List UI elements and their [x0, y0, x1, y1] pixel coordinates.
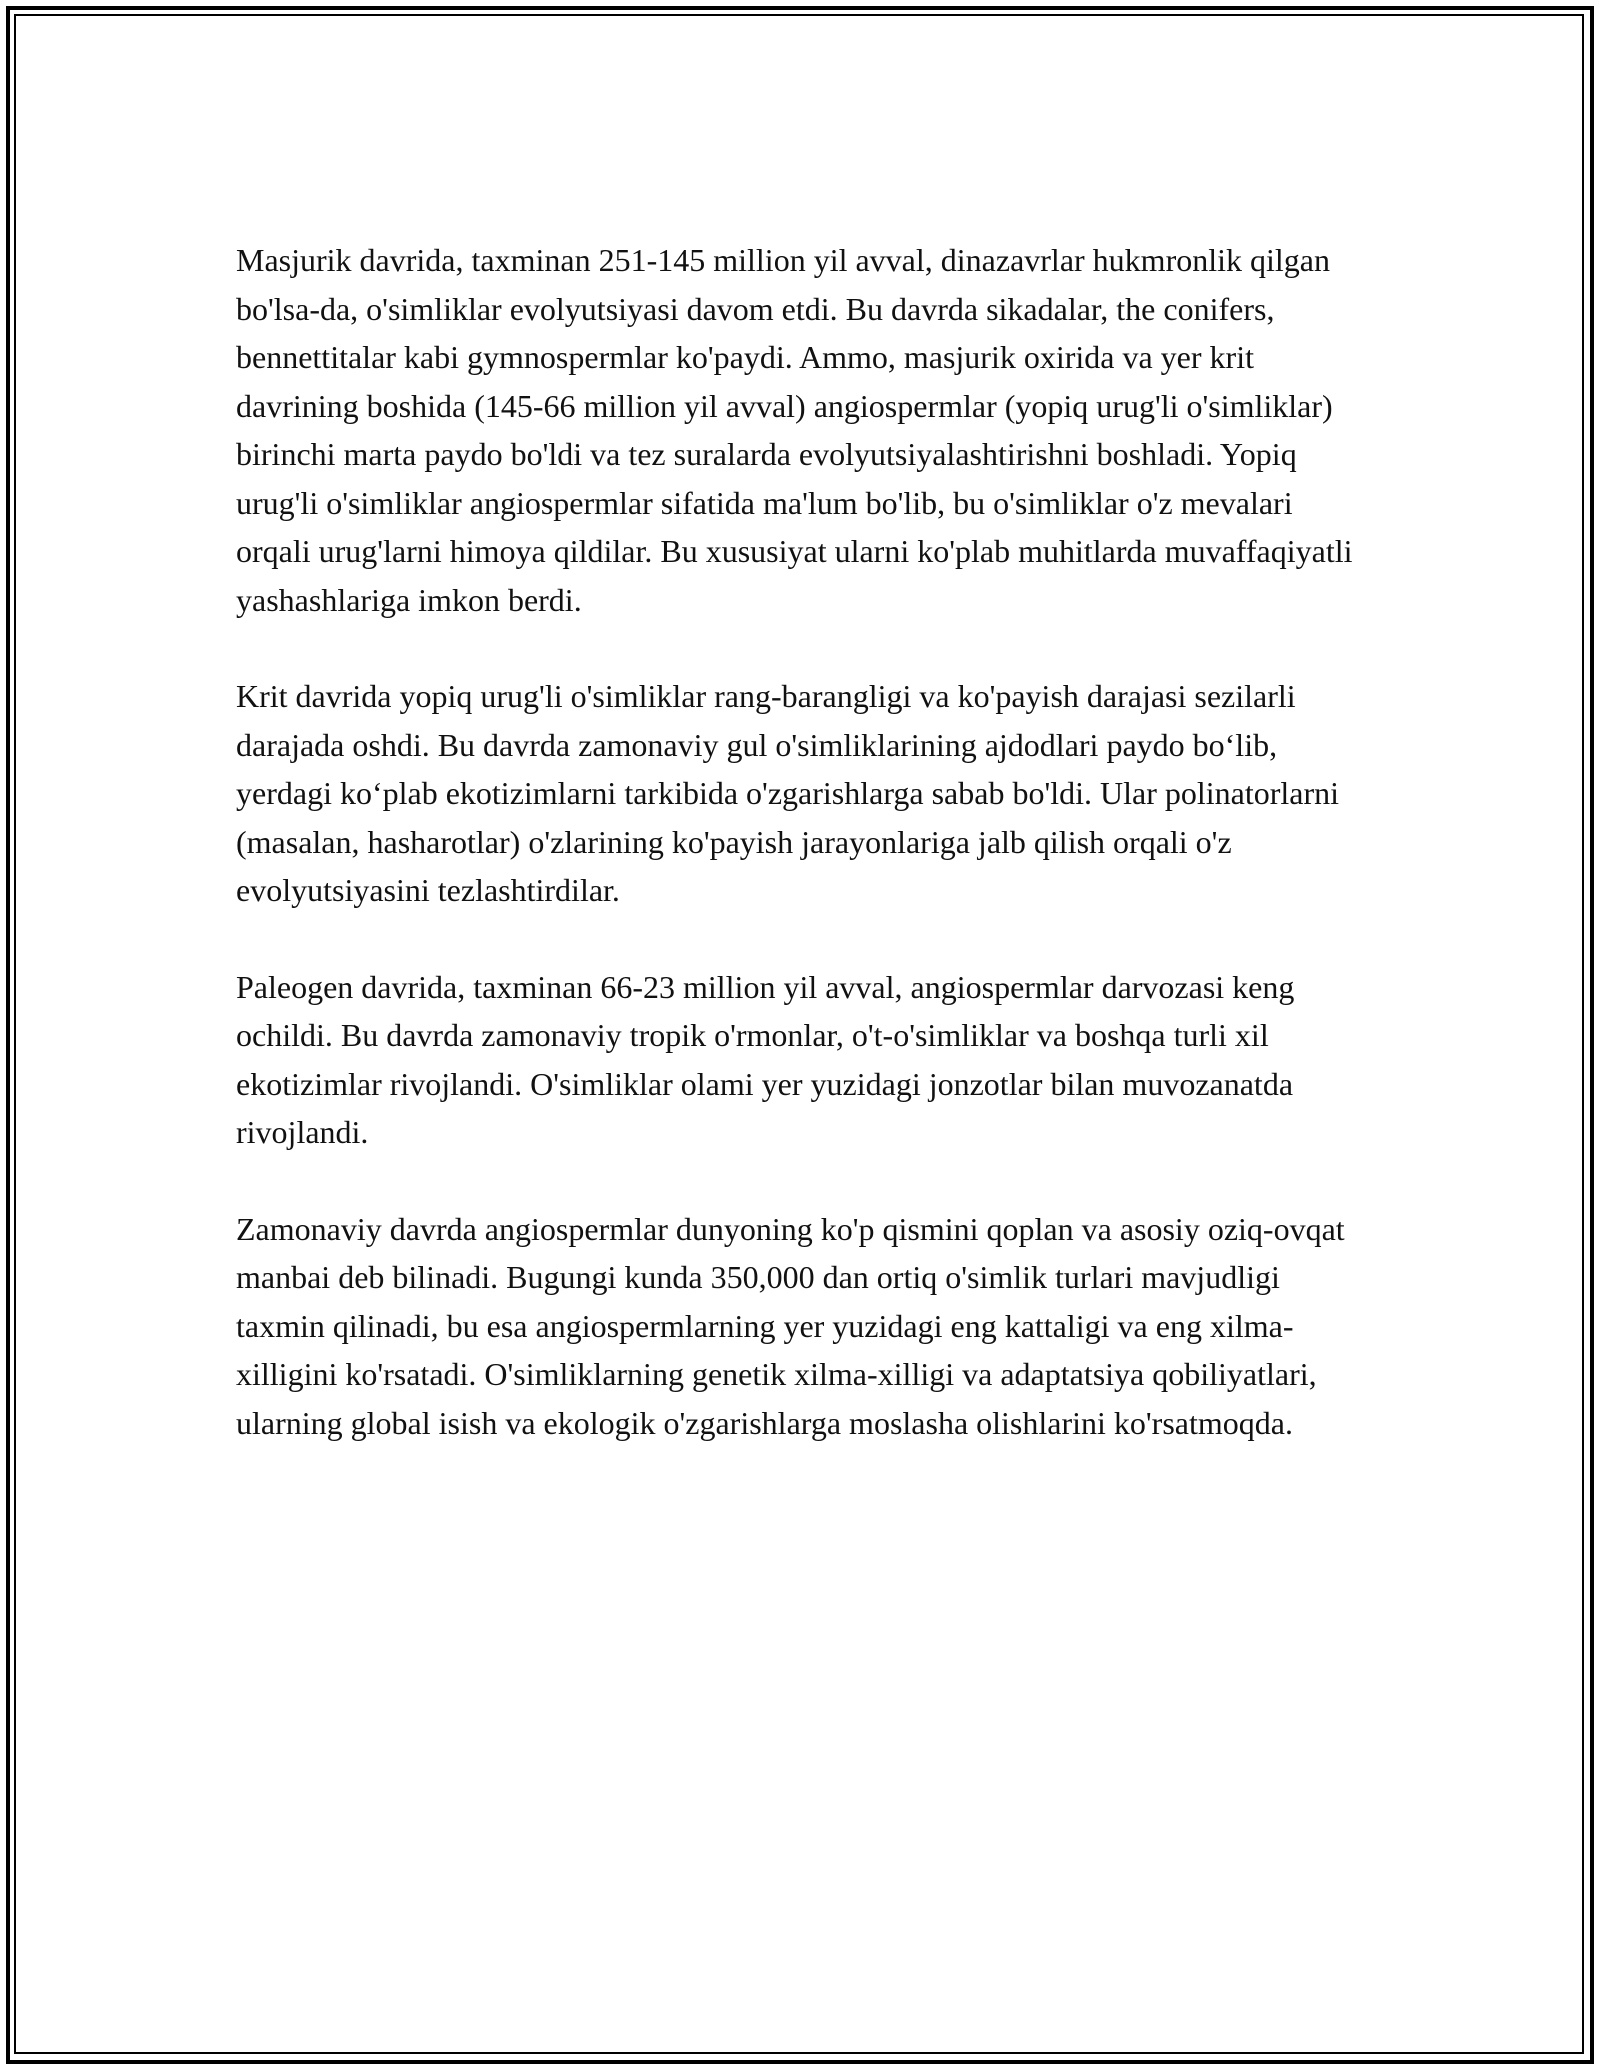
- paragraph-modern: Zamonaviy davrda angiospermlar dunyoning ko'p qismini qoplan va asosiy oziq-ovqat manbai deb bilinadi. Bugungi kunda 350,000 dan ortiq o'simlik turlari mavjudligi taxmin qilinadi, bu esa angiospermlarning yer yuzidagi eng kattaligi va eng xilma-xilligini ko'rsatadi. O'simliklarning genetik xilma-xilligi va adaptatsiya qobiliyatlari, ularning global isish va ekologik o'zgarishlarga moslasha olishlarini ko'rsatmoqda.: [236, 1210, 1345, 1441]
- paragraph-jurassic: Masjurik davrida, taxminan 251-145 million yil avval, dinazavrlar hukmronlik qilgan bo'lsa-da, o'simliklar evolyutsiyasi davom etdi. Bu davrda sikadalar, the conifers, bennettitalar kabi gymnospermlar ko'paydi. Ammo, masjurik oxirida va yer krit davrining boshida (145-66 million yil avval) angiospermlar (yopiq urug'li o'simliklar) birinchi marta paydo bo'ldi va tez suralarda evolyutsiyalashtirishni boshladi. Yopiq urug'li o'simliklar angiospermlar sifatida ma'lum bo'lib, bu o'simliklar o'z mevalari orqali urug'larni himoya qildilar. Bu xususiyat ularni ko'plab muhitlarda muvaffaqiyatli yashashlariga imkon berdi.: [236, 242, 1353, 618]
- paragraph-paleogene: Paleogen davrida, taxminan 66-23 million yil avval, angiospermlar darvozasi keng ochildi. Bu davrda zamonaviy tropik o'rmonlar, o't-o'simliklar va boshqa turli xil ekotizimlar rivojlandi. O'simliklar olami yer yuzidagi jonzotlar bilan muvozanatda rivojlandi.: [236, 968, 1295, 1150]
- document-body: [236, 236, 1371, 1495]
- paragraph-cretaceous: Krit davrida yopiq urug'li o'simliklar rang-barangligi va ko'payish darajasi sezilarli darajada oshdi. Bu davrda zamonaviy gul o'simliklarining ajdodlari paydo bo‘lib, yerdagi ko‘plab ekotizimlarni tarkibida o'zgarishlarga sabab bo'ldi. Ular polinatorlarni (masalan, hasharotlar) o'zlarining ko'payish jarayonlariga jalb qilish orqali o'z evolyutsiyasini tezlashtirdilar.: [236, 678, 1340, 908]
